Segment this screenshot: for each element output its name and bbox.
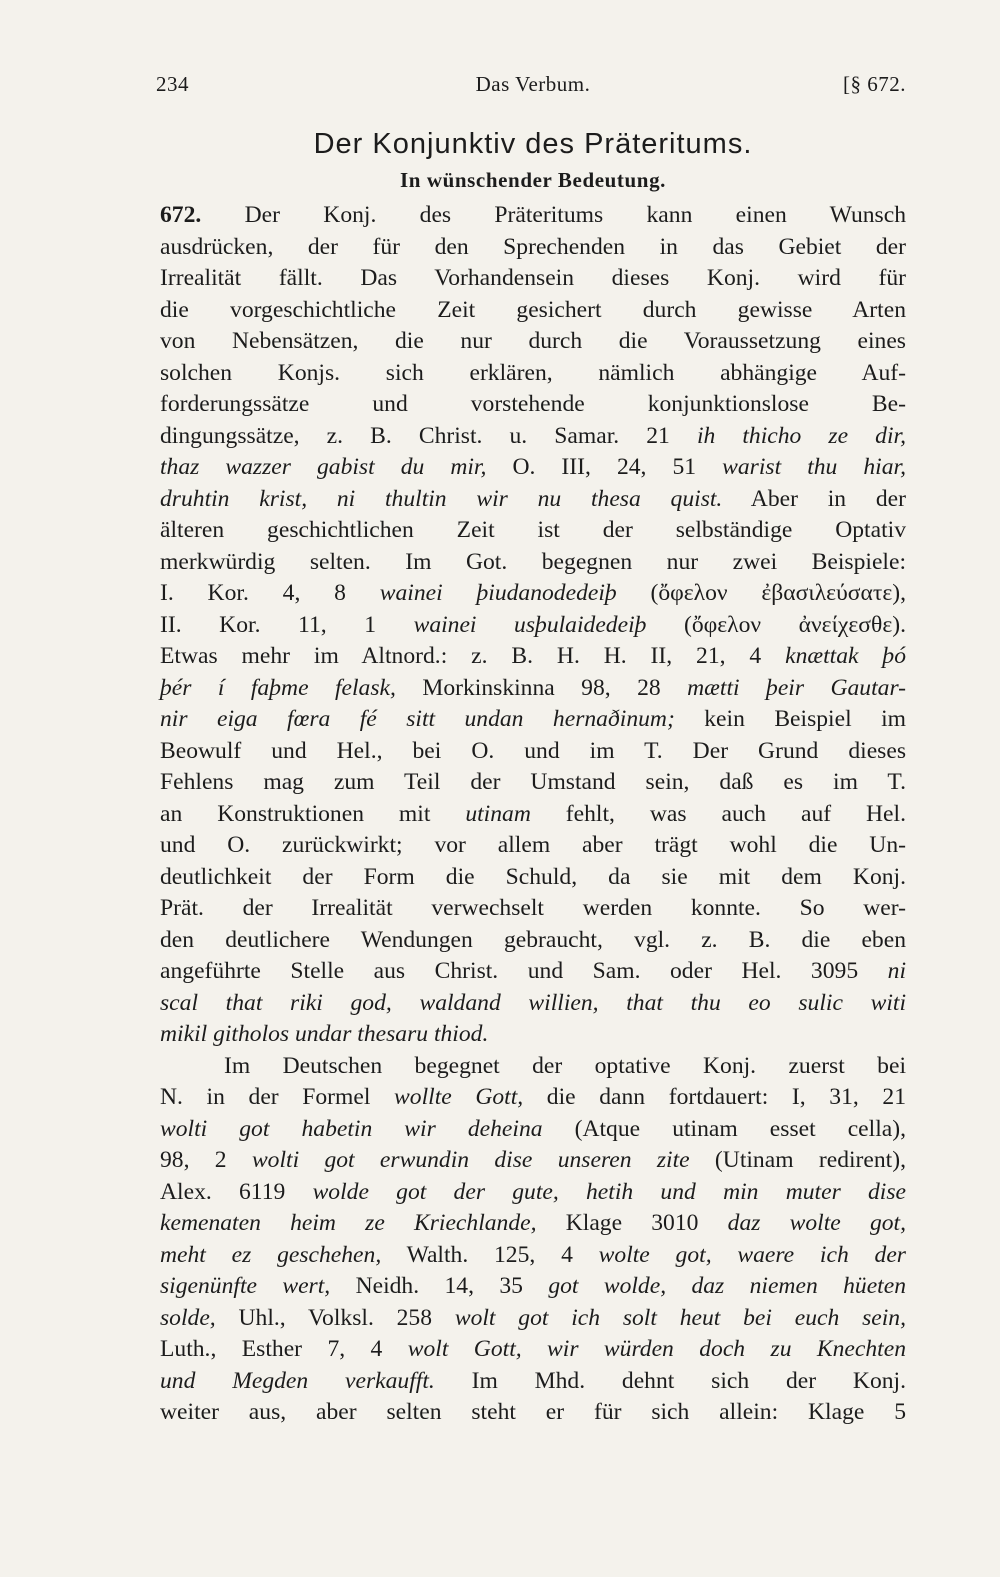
text-line	[160, 452, 906, 484]
text-line	[160, 515, 906, 547]
text-line	[160, 1366, 906, 1398]
cited-text: warist thu hiar,	[722, 454, 907, 480]
text-line	[160, 673, 906, 705]
running-head	[156, 72, 906, 102]
cited-text: wollte Gott,	[394, 1084, 524, 1110]
text-line	[160, 799, 906, 831]
line-text: von Nebensätzen, die nur durch die Voraussetzung eines	[160, 328, 906, 354]
text-line	[160, 610, 906, 642]
cited-text: knættak þó	[785, 643, 906, 669]
line-text: und O. zurückwirkt; vor allem aber trägt wohl die Un-	[160, 832, 906, 858]
cited-text: wainei usþulaidedeiþ	[413, 611, 647, 638]
line-text: merkwürdig selten. Im Got. begegnen nur zwei Beispiele:	[160, 548, 906, 575]
line-text: N. in der Formel	[160, 1084, 395, 1110]
line-text: älteren geschichtlichen Zeit ist der selbständige Optativ	[160, 517, 906, 543]
cited-text: wolde got der gute, hetih und min muter dise	[312, 1178, 906, 1205]
line-text: Irrealität fällt. Das Vorhandensein dieses Konj. wird für	[160, 265, 906, 291]
text-line	[160, 1145, 906, 1177]
line-text: Der Konj. des Präteritums kann einen Wunsch	[244, 202, 907, 228]
line-text: Fehlens mag zum Teil der Umstand sein, daß es im T.	[160, 769, 906, 795]
line-text: 98, 2	[160, 1147, 252, 1173]
section-subtitle: In wünschender Bedeutung.	[399, 168, 667, 192]
line-text: die vorgeschichtliche Zeit gesichert durch gewisse Arten	[160, 296, 906, 323]
line-text: Neidh. 14, 35	[330, 1273, 549, 1299]
line-text: Etwas mehr im Altnord.: z. B. H. H. II, 21, 4	[160, 643, 786, 669]
cited-text: kemenaten heim ze Kriechlande,	[160, 1210, 537, 1236]
text-line	[160, 1082, 906, 1114]
text-line	[160, 1303, 906, 1335]
text-line	[160, 578, 906, 610]
text-line	[160, 641, 906, 673]
text-line	[160, 956, 906, 988]
text-line	[160, 1019, 906, 1051]
text-line	[160, 295, 906, 327]
cited-text: scal that riki god, waldand willien, that thu eo sulic witi	[160, 989, 906, 1016]
text-line	[160, 736, 906, 768]
cited-text: thaz wazzer gabist du mir,	[160, 454, 487, 480]
line-text: kein Beispiel im	[674, 706, 906, 732]
page-number: 234	[156, 72, 189, 96]
cited-text: meht ez geschehen,	[160, 1241, 382, 1268]
line-text: Im Mhd. dehnt sich der Konj.	[434, 1367, 906, 1394]
cited-text: þér í faþme felask,	[160, 674, 396, 701]
cited-text: utinam	[465, 800, 531, 827]
line-text: Im Deutschen begegnet der optative Konj. zuerst bei	[224, 1052, 906, 1079]
cited-text: mætti þeir Gautar-	[687, 674, 907, 701]
text-line	[160, 862, 906, 894]
cited-text: wolte got, waere ich der	[598, 1241, 906, 1268]
line-text: forderungssätze und vorstehende konjunktionslose Be-	[160, 391, 906, 417]
line-text: Beowulf und Hel., bei O. und im T. Der Grund dieses	[160, 737, 906, 764]
line-text: weiter aus, aber selten steht er für sich allein: Klage 5	[160, 1399, 906, 1425]
line-text: solchen Konjs. sich erklären, nämlich abhängige Auf-	[160, 359, 906, 386]
cited-text: druhtin krist, ni thultin wir nu thesa quist.	[160, 485, 723, 512]
cited-text: und Megden verkaufft.	[160, 1367, 435, 1394]
line-text: II. Kor. 11, 1	[160, 611, 414, 638]
text-line	[160, 1271, 906, 1303]
line-text: angeführte Stelle aus Christ. und Sam. oder Hel. 3095	[160, 958, 888, 984]
text-line	[160, 767, 906, 799]
cited-text: ni	[887, 958, 906, 984]
text-line	[160, 1334, 906, 1366]
line-text: Luth., Esther 7, 4	[160, 1336, 408, 1362]
cited-text: wolti got habetin wir deheina	[160, 1115, 543, 1142]
text-line	[160, 263, 906, 295]
body-text	[160, 200, 906, 1429]
line-text: I. Kor. 4, 8	[160, 580, 380, 606]
cited-text: wainei þiudanodedeiþ	[379, 580, 617, 606]
text-line	[160, 925, 906, 957]
text-line	[160, 1114, 906, 1146]
text-line	[160, 358, 906, 390]
line-text: Walth. 125, 4	[381, 1241, 599, 1268]
paragraph-number: 672.	[160, 202, 202, 228]
line-text: O. III, 24, 51	[486, 454, 723, 480]
line-text: (Atque utinam esset cella),	[542, 1115, 906, 1142]
text-line	[160, 1051, 906, 1083]
cited-text: nir eiga fœra fé sitt undan hernaðinum;	[160, 706, 675, 732]
text-line	[160, 893, 906, 925]
line-text: an Konstruktionen mit	[160, 800, 466, 827]
cited-text: daz wolte got,	[727, 1210, 906, 1236]
line-text: Alex. 6119	[160, 1178, 313, 1205]
section-reference: [§ 672.	[843, 72, 906, 96]
text-line	[160, 484, 906, 516]
line-text: Aber in der	[722, 485, 906, 512]
cited-text: wolti got erwundin dise unseren zite	[251, 1147, 690, 1173]
text-line	[160, 326, 906, 358]
cited-text: solde,	[160, 1304, 216, 1331]
cited-text: ih thicho ze dir,	[696, 422, 906, 449]
line-text: (Utinam redirent),	[689, 1147, 906, 1173]
section-title: Der Konjunktiv des Präteritums.	[313, 128, 753, 160]
text-line	[160, 830, 906, 862]
cited-text: wolt Gott, wir würden doch zu Knechten	[407, 1336, 906, 1362]
text-line	[160, 200, 906, 232]
cited-text: sigenünfte wert,	[160, 1273, 331, 1299]
text-line	[160, 704, 906, 736]
text-line	[160, 421, 906, 453]
text-line	[160, 1177, 906, 1209]
text-line	[160, 232, 906, 264]
cited-text: wolt got ich solt heut bei euch sein,	[454, 1304, 906, 1331]
text-line	[160, 547, 906, 579]
line-text: Morkinskinna 98, 28	[395, 674, 688, 701]
text-line	[160, 1397, 906, 1429]
line-text: (ὄφελον ἀνείχεσθε).	[646, 611, 906, 638]
text-line	[160, 988, 906, 1020]
text-line	[160, 1240, 906, 1272]
line-text: Klage 3010	[536, 1210, 728, 1236]
text-line	[160, 389, 906, 421]
cited-text: mikil githolos undar thesaru thiod.	[160, 1021, 489, 1047]
line-text: die dann fortdauert: I, 31, 21	[523, 1084, 906, 1110]
line-text: (ὄφελον ἐβασιλεύσατε),	[616, 580, 906, 606]
line-text: deutlichkeit der Form die Schuld, da sie mit dem Konj.	[160, 863, 906, 890]
line-text: dingungssätze, z. B. Christ. u. Samar. 21	[160, 422, 697, 449]
running-title: Das Verbum.	[475, 72, 591, 96]
line-text: Uhl., Volksl. 258	[215, 1304, 455, 1331]
line-text: ausdrücken, der für den Sprechenden in das Gebiet der	[160, 233, 906, 260]
line-text: Prät. der Irrealität verwechselt werden konnte. So wer-	[160, 895, 906, 921]
line-text: den deutlichere Wendungen gebraucht, vgl. z. B. die eben	[160, 926, 906, 953]
cited-text: got wolde, daz niemen hüeten	[548, 1273, 906, 1299]
text-line	[160, 1208, 906, 1240]
line-text: fehlt, was auch auf Hel.	[530, 800, 906, 827]
